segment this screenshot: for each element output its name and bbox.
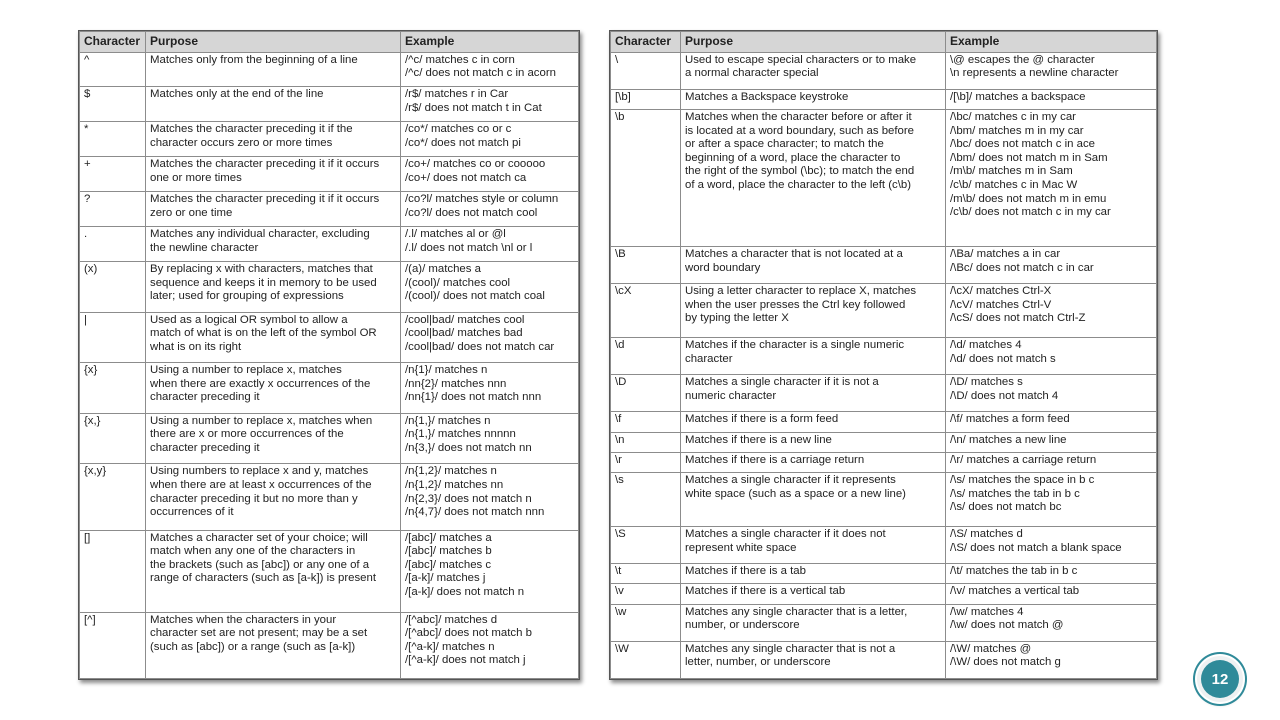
- purpose-cell: [681, 375, 946, 412]
- character-cell: \W: [611, 641, 681, 678]
- purpose-line: number, or underscore: [685, 619, 800, 632]
- example-cell: [401, 157, 579, 192]
- header-purpose: Purpose: [146, 32, 401, 53]
- purpose-line: of a word, place the character to the left (c\b): [685, 178, 912, 191]
- purpose-line: character preceding it: [150, 391, 260, 404]
- purpose-line: Matches a character that is not located at a: [685, 248, 903, 261]
- example-line: /\Bc/ does not match c in car: [950, 261, 1094, 274]
- page-number-badge: [1197, 656, 1243, 702]
- table-row: [611, 247, 1157, 284]
- table-row: [611, 452, 1157, 472]
- example-line: /[abc]/ matches a: [405, 531, 492, 544]
- example-cell: [401, 464, 579, 530]
- example-line: /\r/ matches a carriage return: [950, 453, 1097, 466]
- example-line: /co?l/ does not match cool: [405, 206, 538, 219]
- purpose-cell: [146, 87, 401, 122]
- character-cell: \S: [611, 526, 681, 563]
- example-line: /n{1,2}/ matches n: [405, 465, 497, 478]
- regex-table-right: [609, 30, 1158, 680]
- table-row: [80, 363, 579, 414]
- example-cell: [946, 641, 1157, 678]
- character-cell: \: [611, 52, 681, 89]
- purpose-cell: [681, 338, 946, 375]
- example-cell: [946, 452, 1157, 472]
- character-cell: \n: [611, 432, 681, 452]
- example-line: /\bc/ does not match c in ace: [950, 138, 1095, 151]
- example-line: /\cV/ matches Ctrl-V: [950, 298, 1052, 311]
- table-row: [80, 413, 579, 464]
- example-line: /[^abc]/ does not match b: [405, 627, 532, 640]
- purpose-line: Matches a single character if it is not a: [685, 376, 879, 389]
- character-cell: \b: [611, 110, 681, 247]
- example-line: /[^a-k]/ matches n: [405, 640, 495, 653]
- purpose-line: character set are not present; may be a set: [150, 627, 368, 640]
- example-line: /co*/ matches co or c: [405, 123, 512, 136]
- example-line: /\d/ does not match s: [950, 352, 1056, 365]
- example-line: /\S/ matches d: [950, 527, 1023, 540]
- table-row: [611, 641, 1157, 678]
- table-row: [80, 227, 579, 262]
- example-cell: [401, 87, 579, 122]
- example-line: /\f/ matches a form feed: [950, 413, 1070, 426]
- example-cell: [401, 363, 579, 414]
- purpose-line: Using numbers to replace x and y, matches: [150, 465, 369, 478]
- table-row: [611, 375, 1157, 412]
- example-line: /\W/ does not match g: [950, 656, 1061, 669]
- purpose-cell: [146, 530, 401, 612]
- example-line: /n{4,7}/ does not match nnn: [405, 506, 545, 519]
- purpose-line: is located at a word boundary, such as before: [685, 124, 915, 137]
- purpose-line: numeric character: [685, 389, 777, 402]
- character-cell: \d: [611, 338, 681, 375]
- purpose-line: a normal character special: [685, 67, 819, 80]
- purpose-line: represent white space: [685, 541, 797, 554]
- example-line: /\cS/ does not match Ctrl-Z: [950, 312, 1086, 325]
- character-cell: \B: [611, 247, 681, 284]
- example-line: /.l/ matches al or @l: [405, 228, 506, 241]
- example-line: /.l/ does not match \nl or l: [405, 241, 533, 254]
- example-cell: [946, 564, 1157, 584]
- regex-table: [610, 31, 1157, 679]
- purpose-line: Matches the character preceding it if it occurs: [150, 158, 380, 171]
- purpose-cell: [681, 432, 946, 452]
- example-line: /co+/ matches co or cooooo: [405, 158, 546, 171]
- character-cell: [\b]: [611, 89, 681, 109]
- purpose-line: Using a letter character to replace X, matches: [685, 285, 917, 298]
- purpose-line: Matches a single character if it does not: [685, 527, 886, 540]
- example-line: /[a-k]/ matches j: [405, 572, 486, 585]
- character-cell: ^: [80, 52, 146, 87]
- character-cell: []: [80, 530, 146, 612]
- example-line: /cool|bad/ matches bad: [405, 327, 523, 340]
- example-cell: [401, 192, 579, 227]
- character-cell: |: [80, 312, 146, 363]
- example-cell: [946, 412, 1157, 432]
- purpose-cell: [146, 261, 401, 312]
- character-cell: (x): [80, 261, 146, 312]
- purpose-cell: [146, 363, 401, 414]
- example-cell: [946, 338, 1157, 375]
- example-cell: [946, 110, 1157, 247]
- purpose-line: Matches only at the end of the line: [150, 88, 324, 101]
- table-row: [80, 261, 579, 312]
- purpose-line: Matches the character preceding it if it occurs: [150, 193, 380, 206]
- purpose-cell: [146, 157, 401, 192]
- table-row: [611, 338, 1157, 375]
- example-line: /\Ba/ matches a in car: [950, 248, 1061, 261]
- example-line: /\t/ matches the tab in b c: [950, 565, 1078, 578]
- purpose-line: what is on its right: [150, 340, 242, 353]
- example-line: /\cX/ matches Ctrl-X: [950, 285, 1052, 298]
- purpose-line: Using a number to replace x, matches when: [150, 414, 373, 427]
- example-line: /n{1}/ matches n: [405, 364, 488, 377]
- purpose-line: when there are at least x occurrences of the: [150, 478, 372, 491]
- character-cell: \r: [611, 452, 681, 472]
- example-line: /(cool)/ does not match coal: [405, 290, 545, 303]
- example-line: /^c/ does not match c in acorn: [405, 67, 556, 80]
- table-row: [80, 52, 579, 87]
- table-header-row: [611, 32, 1157, 53]
- example-line: /cool|bad/ does not match car: [405, 340, 555, 353]
- purpose-line: By replacing x with characters, matches that: [150, 262, 373, 275]
- purpose-line: range of characters (such as [a-k]) is present: [150, 572, 377, 585]
- example-line: /c\b/ does not match c in my car: [950, 206, 1111, 219]
- purpose-line: the newline character: [150, 241, 259, 254]
- purpose-line: word boundary: [685, 261, 761, 274]
- purpose-line: Matches if the character is a single numeric: [685, 339, 905, 352]
- purpose-line: Matches when the characters in your: [150, 613, 337, 626]
- purpose-line: Matches the character preceding it if the: [150, 123, 353, 136]
- table-row: [611, 284, 1157, 338]
- table-row: [80, 157, 579, 192]
- example-cell: [401, 122, 579, 157]
- purpose-cell: [681, 526, 946, 563]
- purpose-line: character occurs zero or more times: [150, 136, 333, 149]
- table-body: [611, 52, 1157, 678]
- example-line: /\W/ matches @: [950, 642, 1032, 655]
- page-number: 12: [1201, 660, 1239, 698]
- example-line: /(a)/ matches a: [405, 262, 481, 275]
- example-line: /co*/ does not match pi: [405, 136, 521, 149]
- purpose-line: when there are exactly x occurrences of the: [150, 377, 371, 390]
- table-row: [611, 473, 1157, 527]
- example-line: /\s/ matches the tab in b c: [950, 487, 1080, 500]
- purpose-line: the brackets (such as [abc]) or any one of a: [150, 558, 370, 571]
- example-line: /\n/ matches a new line: [950, 433, 1067, 446]
- purpose-cell: [146, 413, 401, 464]
- header-purpose: Purpose: [681, 32, 946, 53]
- purpose-line: character preceding it: [150, 441, 260, 454]
- example-cell: [946, 89, 1157, 109]
- character-cell: \s: [611, 473, 681, 527]
- table-row: [611, 604, 1157, 641]
- example-cell: [946, 473, 1157, 527]
- example-line: /n{1,2}/ matches nn: [405, 478, 504, 491]
- table-row: [611, 89, 1157, 109]
- example-line: /\bm/ does not match m in Sam: [950, 151, 1108, 164]
- example-line: \n represents a newline character: [950, 67, 1119, 80]
- character-cell: \t: [611, 564, 681, 584]
- character-cell: \w: [611, 604, 681, 641]
- purpose-cell: [681, 247, 946, 284]
- example-line: /[\b]/ matches a backspace: [950, 90, 1086, 103]
- purpose-line: Used as a logical OR symbol to allow a: [150, 313, 348, 326]
- example-line: /\d/ matches 4: [950, 339, 1022, 352]
- character-cell: {x}: [80, 363, 146, 414]
- example-line: /\s/ does not match bc: [950, 501, 1062, 514]
- purpose-line: Matches if there is a vertical tab: [685, 585, 846, 598]
- purpose-line: Matches any single character that is not a: [685, 642, 896, 655]
- purpose-cell: [146, 52, 401, 87]
- purpose-line: Matches any individual character, excluding: [150, 228, 370, 241]
- purpose-cell: [681, 604, 946, 641]
- example-line: /\D/ does not match 4: [950, 389, 1059, 402]
- example-line: /r$/ matches r in Car: [405, 88, 509, 101]
- purpose-line: Used to escape special characters or to make: [685, 53, 917, 66]
- character-cell: \v: [611, 584, 681, 604]
- purpose-line: Matches if there is a carriage return: [685, 453, 865, 466]
- example-cell: [946, 52, 1157, 89]
- purpose-cell: [681, 52, 946, 89]
- purpose-line: by typing the letter X: [685, 312, 789, 325]
- purpose-cell: [146, 612, 401, 678]
- purpose-cell: [681, 89, 946, 109]
- purpose-cell: [681, 584, 946, 604]
- header-character: Character: [80, 32, 146, 53]
- example-line: /co+/ does not match ca: [405, 171, 527, 184]
- purpose-line: one or more times: [150, 171, 242, 184]
- table-row: [80, 122, 579, 157]
- example-cell: [401, 530, 579, 612]
- table-row: [611, 526, 1157, 563]
- example-line: /co?l/ matches style or column: [405, 193, 559, 206]
- example-line: /c\b/ matches c in Mac W: [950, 178, 1078, 191]
- purpose-line: occurrences of it: [150, 506, 234, 519]
- purpose-line: the right of the symbol (\bc); to match the end: [685, 165, 915, 178]
- purpose-line: Matches a single character if it represents: [685, 474, 896, 487]
- header-example: Example: [946, 32, 1157, 53]
- example-line: /r$/ does not match t in Cat: [405, 102, 542, 115]
- table-row: [80, 87, 579, 122]
- character-cell: +: [80, 157, 146, 192]
- example-cell: [946, 247, 1157, 284]
- example-line: /n{1,}/ matches nnnnn: [405, 428, 516, 441]
- character-cell: *: [80, 122, 146, 157]
- character-cell: \f: [611, 412, 681, 432]
- example-line: /\v/ matches a vertical tab: [950, 585, 1080, 598]
- example-line: /\bm/ matches m in my car: [950, 124, 1084, 137]
- purpose-line: match of what is on the left of the symbol OR: [150, 327, 377, 340]
- purpose-cell: [681, 284, 946, 338]
- table-row: [611, 110, 1157, 247]
- example-line: /\bc/ matches c in my car: [950, 111, 1076, 124]
- example-cell: [401, 261, 579, 312]
- purpose-line: or after a space character; to match the: [685, 138, 884, 151]
- example-cell: [401, 312, 579, 363]
- table-body: [80, 52, 579, 678]
- example-cell: [401, 52, 579, 87]
- purpose-line: Matches a character set of your choice; will: [150, 531, 368, 544]
- purpose-cell: [146, 122, 401, 157]
- purpose-line: Matches a Backspace keystroke: [685, 90, 849, 103]
- purpose-line: Matches when the character before or after it: [685, 111, 912, 124]
- example-line: /[abc]/ matches b: [405, 545, 492, 558]
- purpose-line: Using a number to replace x, matches: [150, 364, 342, 377]
- table-row: [611, 52, 1157, 89]
- table-row: [80, 464, 579, 530]
- purpose-line: Matches any single character that is a letter,: [685, 605, 908, 618]
- regex-table-left: [78, 30, 580, 680]
- table-row: [80, 312, 579, 363]
- purpose-line: sequence and keeps it in memory to be used: [150, 276, 377, 289]
- purpose-line: letter, number, or underscore: [685, 656, 831, 669]
- character-cell: \D: [611, 375, 681, 412]
- purpose-cell: [681, 452, 946, 472]
- character-cell: \cX: [611, 284, 681, 338]
- example-cell: [401, 227, 579, 262]
- purpose-line: Matches if there is a tab: [685, 565, 806, 578]
- example-cell: [946, 375, 1157, 412]
- purpose-line: zero or one time: [150, 206, 233, 219]
- purpose-cell: [146, 227, 401, 262]
- example-line: /[a-k]/ does not match n: [405, 586, 525, 598]
- example-line: /\w/ does not match @: [950, 619, 1064, 632]
- table-row: [611, 564, 1157, 584]
- example-line: /\w/ matches 4: [950, 605, 1024, 618]
- example-line: /n{2,3}/ does not match n: [405, 492, 532, 505]
- purpose-line: character: [685, 352, 733, 365]
- example-cell: [946, 584, 1157, 604]
- table-header-row: [80, 32, 579, 53]
- example-line: /[^a-k]/ does not match j: [405, 654, 526, 667]
- example-line: /\D/ matches s: [950, 376, 1023, 389]
- character-cell: {x,}: [80, 413, 146, 464]
- purpose-line: later; used for grouping of expressions: [150, 290, 344, 303]
- table-row: [80, 530, 579, 612]
- purpose-cell: [681, 110, 946, 247]
- purpose-cell: [681, 641, 946, 678]
- example-line: /n{1,}/ matches n: [405, 414, 491, 427]
- character-cell: $: [80, 87, 146, 122]
- example-line: /cool|bad/ matches cool: [405, 313, 525, 326]
- purpose-cell: [681, 412, 946, 432]
- header-example: Example: [401, 32, 579, 53]
- purpose-line: Matches if there is a form feed: [685, 413, 839, 426]
- example-line: \@ escapes the @ character: [950, 53, 1095, 66]
- example-line: /\S/ does not match a blank space: [950, 541, 1122, 554]
- purpose-cell: [681, 564, 946, 584]
- purpose-cell: [146, 312, 401, 363]
- purpose-cell: [146, 192, 401, 227]
- purpose-line: when the user presses the Ctrl key followed: [685, 298, 906, 311]
- example-cell: [946, 432, 1157, 452]
- table-row: [611, 584, 1157, 604]
- purpose-cell: [146, 464, 401, 530]
- purpose-line: beginning of a word, place the character to: [685, 151, 901, 164]
- regex-table: [79, 31, 579, 679]
- table-row: [611, 432, 1157, 452]
- example-cell: [946, 526, 1157, 563]
- example-cell: [946, 604, 1157, 641]
- purpose-line: Matches if there is a new line: [685, 433, 832, 446]
- example-line: /[^abc]/ matches d: [405, 613, 498, 626]
- purpose-line: match when any one of the characters in: [150, 545, 356, 558]
- purpose-line: character preceding it but no more than y: [150, 492, 358, 505]
- example-cell: [401, 612, 579, 678]
- example-line: /m\b/ matches m in Sam: [950, 165, 1073, 178]
- example-cell: [401, 413, 579, 464]
- example-line: /n{3,}/ does not match nn: [405, 441, 532, 454]
- table-row: [611, 412, 1157, 432]
- character-cell: ?: [80, 192, 146, 227]
- character-cell: {x,y}: [80, 464, 146, 530]
- character-cell: [^]: [80, 612, 146, 678]
- purpose-line: Matches only from the beginning of a line: [150, 53, 358, 66]
- example-cell: [946, 284, 1157, 338]
- purpose-line: (such as [abc]) or a range (such as [a-k]): [150, 640, 356, 653]
- example-line: /\s/ matches the space in b c: [950, 474, 1095, 487]
- purpose-cell: [681, 473, 946, 527]
- purpose-line: there are x or more occurrences of the: [150, 428, 344, 441]
- table-row: [80, 612, 579, 678]
- example-line: /(cool)/ matches cool: [405, 276, 511, 289]
- header-character: Character: [611, 32, 681, 53]
- example-line: /^c/ matches c in corn: [405, 53, 515, 66]
- table-row: [80, 192, 579, 227]
- purpose-line: white space (such as a space or a new line): [685, 487, 906, 500]
- example-line: /m\b/ does not match m in emu: [950, 192, 1107, 205]
- example-line: /nn{1}/ does not match nnn: [405, 391, 542, 404]
- example-line: /nn{2}/ matches nnn: [405, 377, 507, 390]
- character-cell: .: [80, 227, 146, 262]
- example-line: /[abc]/ matches c: [405, 558, 492, 571]
